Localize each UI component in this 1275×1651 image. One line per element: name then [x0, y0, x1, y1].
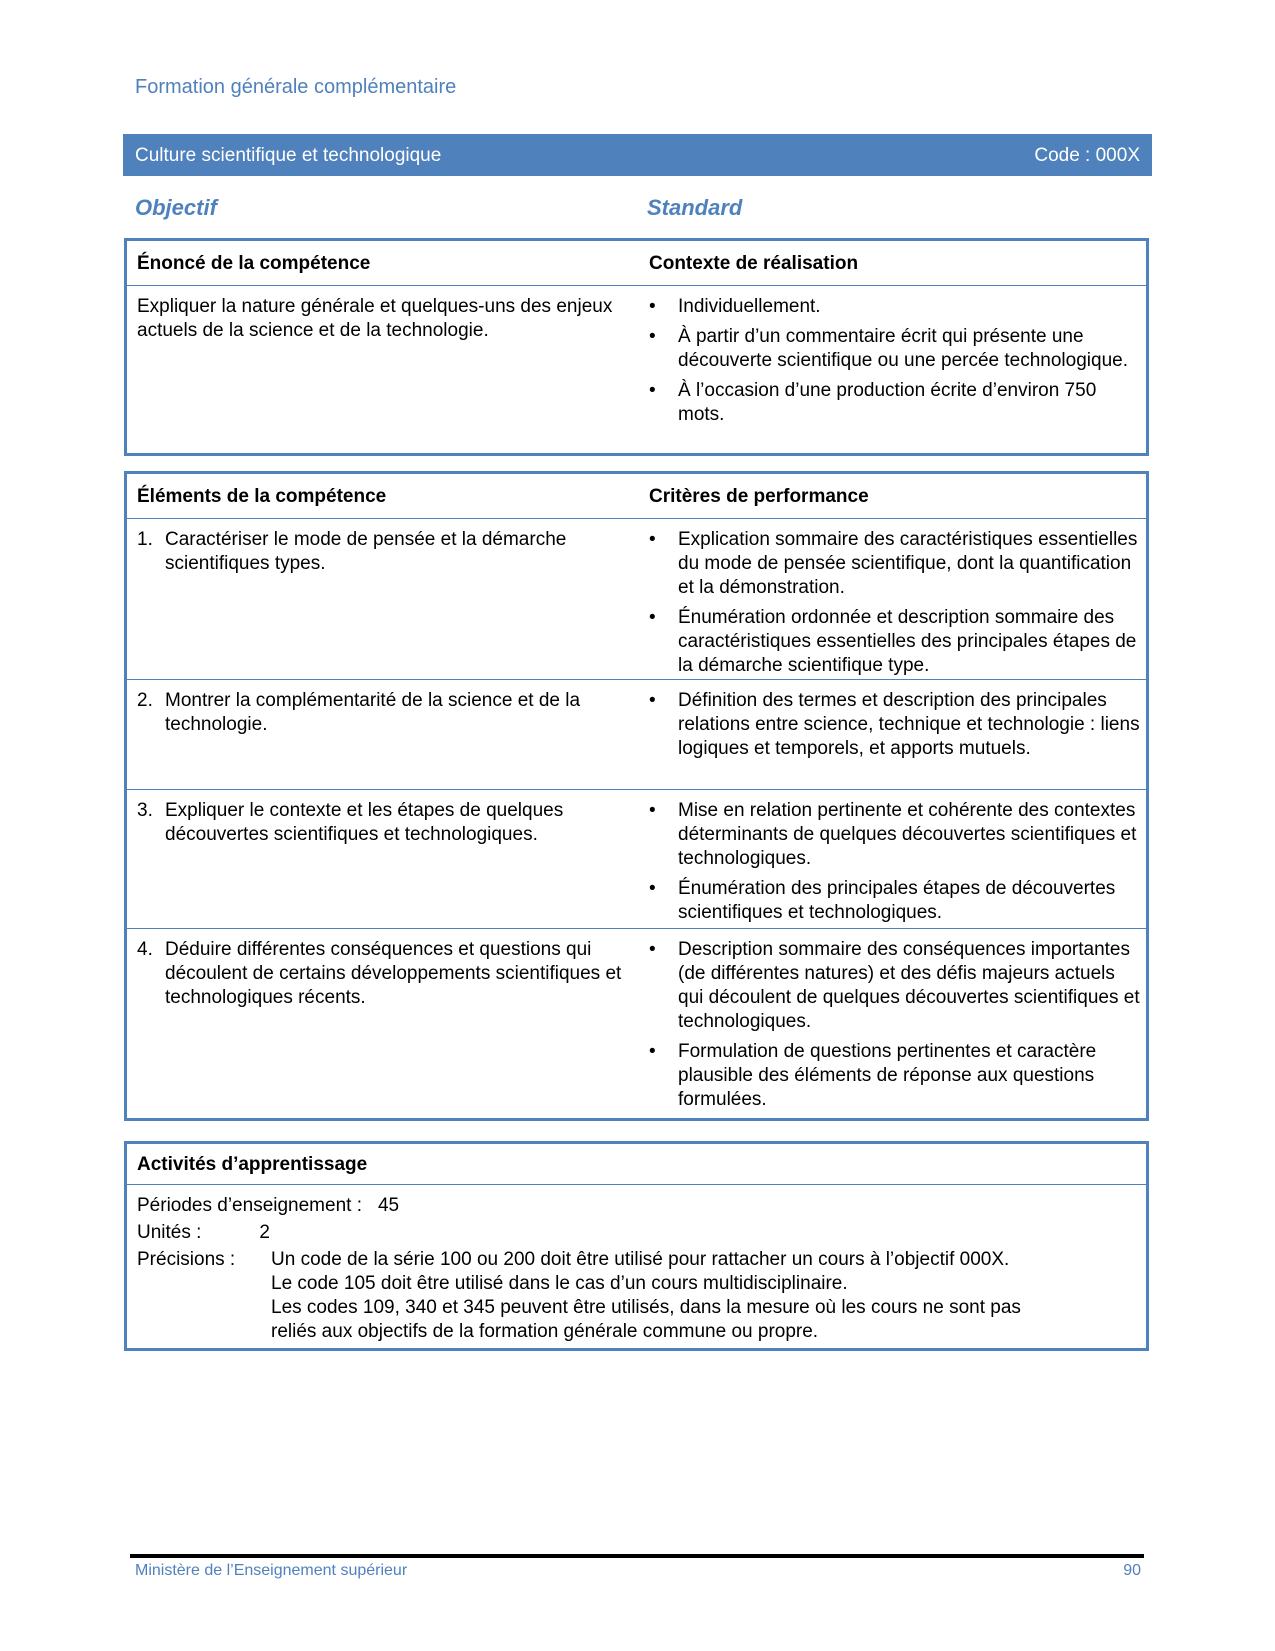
list-item — [649, 325, 1141, 373]
precisions-line — [137, 1248, 1146, 1344]
element-number: 4. — [137, 939, 153, 960]
list-item — [649, 528, 1141, 600]
table-row — [127, 519, 1146, 680]
bullet-icon: • — [649, 878, 656, 899]
element-number: 1. — [137, 529, 153, 550]
bullet-icon: • — [649, 326, 656, 347]
enonce-heading: Énoncé de la compétence — [137, 253, 371, 274]
precision-line: reliés aux objectifs de la formation générale commune ou propre. — [271, 1321, 819, 1342]
element-3 — [137, 799, 632, 847]
footer-ministry: Ministère de l’Enseignement supérieur — [135, 1562, 408, 1579]
precision-line: Un code de la série 100 ou 200 doit être utilisé pour rattacher un cours à l’objectif 000X. — [271, 1249, 1010, 1270]
critere-text: Définition des termes et description des principales relations entre science, technique et technologie : liens logiques et temporels, et apports mutuels. — [678, 690, 1140, 759]
competence-row — [127, 286, 1146, 451]
critere-text: Explication sommaire des caractéristiques essentielles du mode de pensée scientifique, dont la quantification et la démonstration. — [678, 529, 1138, 598]
criteres-column — [649, 689, 1141, 767]
table-row — [127, 790, 1146, 929]
element-1 — [137, 528, 632, 576]
list-item — [649, 689, 1141, 761]
page-number: 90 — [1123, 1562, 1141, 1579]
critere-text: Énumération des principales étapes de découvertes scientifiques et technologiques. — [678, 878, 1116, 923]
critere-text: Description sommaire des conséquences importantes (de différentes natures) et des défis majeurs actuels qui découlent de quelques découvertes scientifiques et technologiques. — [678, 939, 1140, 1032]
table-row — [127, 929, 1146, 1119]
footer-rule — [130, 1554, 1144, 1558]
element-text: Caractériser le mode de pensée et la démarche scientifiques types. — [165, 529, 567, 574]
elements-heading: Éléments de la compétence — [137, 486, 387, 507]
criteres-list — [649, 799, 1141, 925]
contexte-item-text: À partir d’un commentaire écrit qui présente une découverte scientifique ou une percée technologique. — [678, 326, 1128, 371]
element-text: Montrer la complémentarité de la science et de la technologie. — [165, 690, 581, 735]
bullet-icon: • — [649, 690, 656, 711]
element-number: 2. — [137, 690, 153, 711]
bullet-icon: • — [649, 380, 656, 401]
bullet-icon: • — [649, 800, 656, 821]
element-4 — [137, 938, 632, 1010]
table-row — [127, 680, 1146, 790]
contexte-list — [649, 295, 1141, 427]
contexte-heading: Contexte de réalisation — [649, 253, 859, 274]
bullet-icon: • — [649, 529, 656, 550]
element-2 — [137, 689, 632, 737]
criteres-list — [649, 689, 1141, 761]
element-number: 3. — [137, 800, 153, 821]
criteres-column — [649, 799, 1141, 931]
contexte-item-text: Individuellement. — [678, 296, 821, 317]
criteres-heading: Critères de performance — [649, 486, 869, 507]
list-item — [649, 606, 1141, 678]
criteres-column — [649, 938, 1141, 1118]
element-text: Déduire différentes conséquences et questions qui découlent de certains développements scientifiques et technologiques récents. — [165, 939, 622, 1008]
list-item — [649, 938, 1141, 1034]
activites-heading: Activités d’apprentissage — [137, 1154, 368, 1175]
activites-header — [127, 1144, 1146, 1185]
periodes-line — [137, 1194, 1146, 1218]
bullet-icon: • — [649, 296, 656, 317]
precision-line: Les codes 109, 340 et 345 peuvent être utilisés, dans la mesure où les cours ne sont pas — [271, 1297, 1021, 1318]
activites-table — [124, 1141, 1149, 1351]
activites-body — [127, 1185, 1146, 1344]
precisions-label: Précisions : — [137, 1249, 236, 1270]
document-title: Formation générale complémentaire — [135, 76, 457, 98]
list-item — [649, 799, 1141, 871]
elements-table — [124, 471, 1149, 1121]
course-title: Culture scientifique et technologique — [135, 145, 442, 166]
critere-text: Formulation de questions pertinentes et caractère plausible des éléments de réponse aux questions formulées. — [678, 1041, 1097, 1110]
periodes-value: 45 — [377, 1195, 400, 1216]
criteres-list — [649, 528, 1141, 678]
element-text: Expliquer le contexte et les étapes de quelques découvertes scientifiques et technologiques. — [165, 800, 564, 845]
competence-table-header — [127, 241, 1146, 286]
precision-line: Le code 105 doit être utilisé dans le cas d’un cours multidisciplinaire. — [271, 1273, 848, 1294]
list-item — [649, 1040, 1141, 1112]
competence-table — [124, 238, 1149, 456]
course-code: Code : 000X — [1034, 145, 1140, 166]
bullet-icon: • — [649, 1041, 656, 1062]
enonce-text: Expliquer la nature générale et quelques-uns des enjeux actuels de la science et de la technologie. — [137, 296, 613, 341]
bullet-icon: • — [649, 607, 656, 628]
unites-label: Unités : — [137, 1222, 202, 1243]
critere-text: Énumération ordonnée et description sommaire des caractéristiques essentielles des principales étapes de la démarche scientifique type. — [678, 607, 1137, 676]
list-item — [649, 295, 1141, 319]
list-item — [649, 379, 1141, 427]
contexte-column — [649, 295, 1141, 433]
title-band — [123, 134, 1152, 176]
elements-table-header — [127, 474, 1146, 519]
criteres-list — [649, 938, 1141, 1112]
periodes-label: Périodes d’enseignement : — [137, 1195, 362, 1216]
list-item — [649, 877, 1141, 925]
standard-heading: Standard — [647, 195, 743, 220]
unites-value: 2 — [259, 1222, 270, 1243]
unites-line — [137, 1221, 1146, 1245]
bullet-icon: • — [649, 939, 656, 960]
precisions-text — [271, 1248, 1021, 1344]
critere-text: Mise en relation pertinente et cohérente des contextes déterminants de quelques découvertes scientifiques et technologiques. — [678, 800, 1137, 869]
contexte-item-text: À l’occasion d’une production écrite d’environ 750 mots. — [678, 380, 1097, 425]
objectif-heading: Objectif — [135, 195, 217, 220]
criteres-column — [649, 528, 1141, 684]
